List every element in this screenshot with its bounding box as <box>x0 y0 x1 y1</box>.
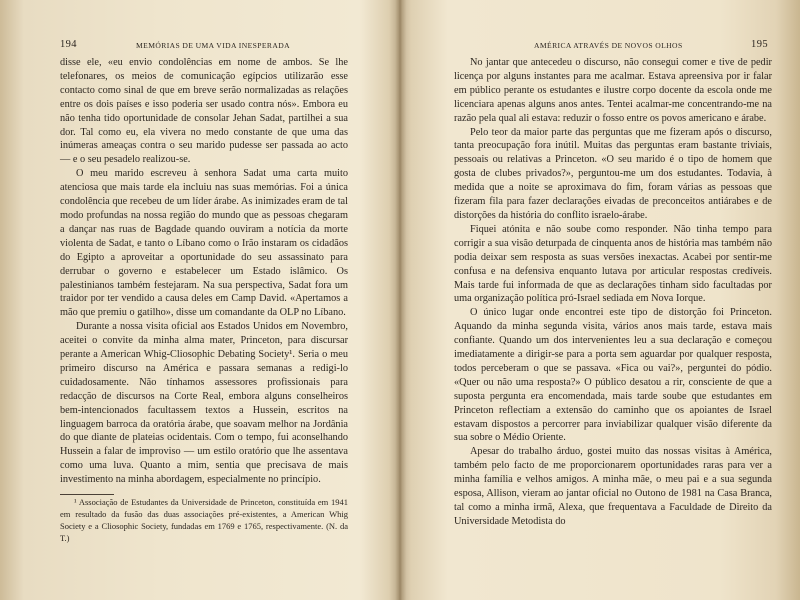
footnote-text: ¹ Associação de Estudantes da Universidade de Princeton, constituída em 1941 em resultado da fusão das duas associações pré-existentes, a American Whig Society e a Cliosophic Society, fundadas em 1769 e 1765, respectivamente. (N. da T.) <box>60 497 348 543</box>
left-running-head <box>60 40 350 52</box>
footnote <box>60 497 348 545</box>
running-title-left: MEMÓRIAS DE UMA VIDA INESPERADA <box>136 41 291 50</box>
left-page-text <box>60 56 348 487</box>
right-page <box>400 0 800 600</box>
paragraph: O único lugar onde encontrei este tipo de distorção foi Princeton. Aquando da minha segunda visita, vários anos mais tarde, estava mais confiante. Quando um dos intervenientes leu a sua declaração e começou imediatamente a dirigir-se para a porta sem aguardar por qualquer resposta, todos perceberam o que se passava. «Fica ou vai?», perguntei do pódio. «Quer ou não uma resposta?» O público desatou a rir, consciente de que a suposta pergunta era encomendada, mais tarde soube que estudantes em Princeton reflectiam a extensão do caminho que os apoiantes de Israel estavam dispostos a percorrer para inviabilizar qualquer visão diferente da sua sobre o Médio Oriente. <box>454 307 772 444</box>
paragraph: disse ele, «eu envio condolências em nome de ambos. Se lhe telefonares, os meios de comunicação egípcios utilizarão esse contacto como sinal de que em breve serão normalizadas as relações entre os dois países e isso poderia ser usado contra nós». Embora eu não tenha tido oportunidade de consolar Jehan Sadat, partilhei a sua dor. Tal como eu, ela vivera no medo constante de que uma das inúmeras ameaças contra o seu marido pudesse ser passada ao acto — e o seu pesadelo realizou-se. <box>60 57 348 166</box>
page-number-right: 195 <box>751 39 768 50</box>
page-number-left: 194 <box>60 39 77 50</box>
right-page-text <box>454 56 772 529</box>
paragraph: Apesar do trabalho árduo, gostei muito das nossas visitas à América, também pelo facto de me proporcionarem oportunidades raras para ver a minha família e velhos amigos. A minha mãe, o meu pai e a sua segunda esposa, Allison, vieram ao jantar oficial no Outono de 1981 na Casa Branca, tal como a minha irmã, Alexa, que frequentava a Faculdade de Direito da Universidade Metodista do <box>454 446 772 527</box>
right-running-head <box>456 40 768 52</box>
paragraph: Durante a nossa visita oficial aos Estados Unidos em Novembro, aceitei o convite da minha alma mater, Princeton, para discursar perante a American Whig-Cliosophic Debating Society¹. Seria o meu primeiro discurso na América e passara semanas a redigi-lo cuidadosamente. Não tínhamos assessores profissionais para redacção de discursos na Corte Real, embora alguns conselheiros bem-intencionados facultassem textos a Hussein, escritos na linguagem barroca da oratória árabe, que soavam melhor na Jordânia do que diante de plateias ocidentais. Com o tempo, fui aconselhando Hussein a falar de improviso — um estilo oratório que lhe assentava como uma luva. Quanto a mim, sentia que precisava de mais investimento na minha abordagem, especialmente no princípio. <box>60 321 348 486</box>
paragraph: Pelo teor da maior parte das perguntas que me fizeram após o discurso, tanta preocupação fora inútil. Muitas das perguntas eram bastante triviais, pessoais ou relativas a Princeton. «O seu marido é o tipo de homem que gosta de clubes privados?», perguntou-me um dos estudantes. Todavia, à medida que a noite se aproximava do fim, foram várias as pessoas que fizeram fila para fazer declarações eivadas de preconceitos antiárabes e de distorções da história do conflito israelo-árabe. <box>454 126 772 221</box>
paragraph: O meu marido escreveu à senhora Sadat uma carta muito atenciosa que mais tarde ela incluiu nas suas memórias. Foi a única condolência que recebeu de um líder árabe. As inimizades eram de tal modo profundas na nossa região do mundo que as pessoas chegaram a dançar nas ruas de Bagdade quando ouviram a notícia da morte violenta de Sadat, e tanto o Líbano como o Irão instaram os cidadãos do Egipto a aproveitar a oportunidade do seu assassinato para derrubar o governo e estabelecer um Estado islâmico. Os palestinianos também festejaram. Na sua perspectiva, Sadat fora um traidor por ter vendido a causa deles em Camp David. «Apertamos a mão que premiu o gatilho», disse um comandante da OLP no Líbano. <box>60 168 348 319</box>
running-title-right: AMÉRICA ATRAVÉS DE NOVOS OLHOS <box>534 41 683 50</box>
footnote-divider <box>60 494 114 495</box>
paragraph: No jantar que antecedeu o discurso, não consegui comer e tive de pedir licença por alguns instantes para me acalmar. Estava apreensiva por ir falar em público perante os estudantes e ilustre corpo docente da escola onde me licenciara apenas alguns anos antes. Tentei acalmar-me concentrando-me na razão pela qual ali estava: reduzir o fosso entre os povos americano e árabe. <box>454 57 772 124</box>
paragraph: Fiquei atónita e não soube como responder. Não tinha tempo para corrigir a sua visão deturpada de cinquenta anos de história mas também não podia deixar sem resposta as suas versões inexactas. Acabei por sentir-me confusa e na defensiva enquanto lutava por articular respostas credíveis. Mais tarde fui informada de que as declarações tinham sido facultadas por uma organização política pró-Israel sediada em Nova Iorque. <box>454 223 772 305</box>
